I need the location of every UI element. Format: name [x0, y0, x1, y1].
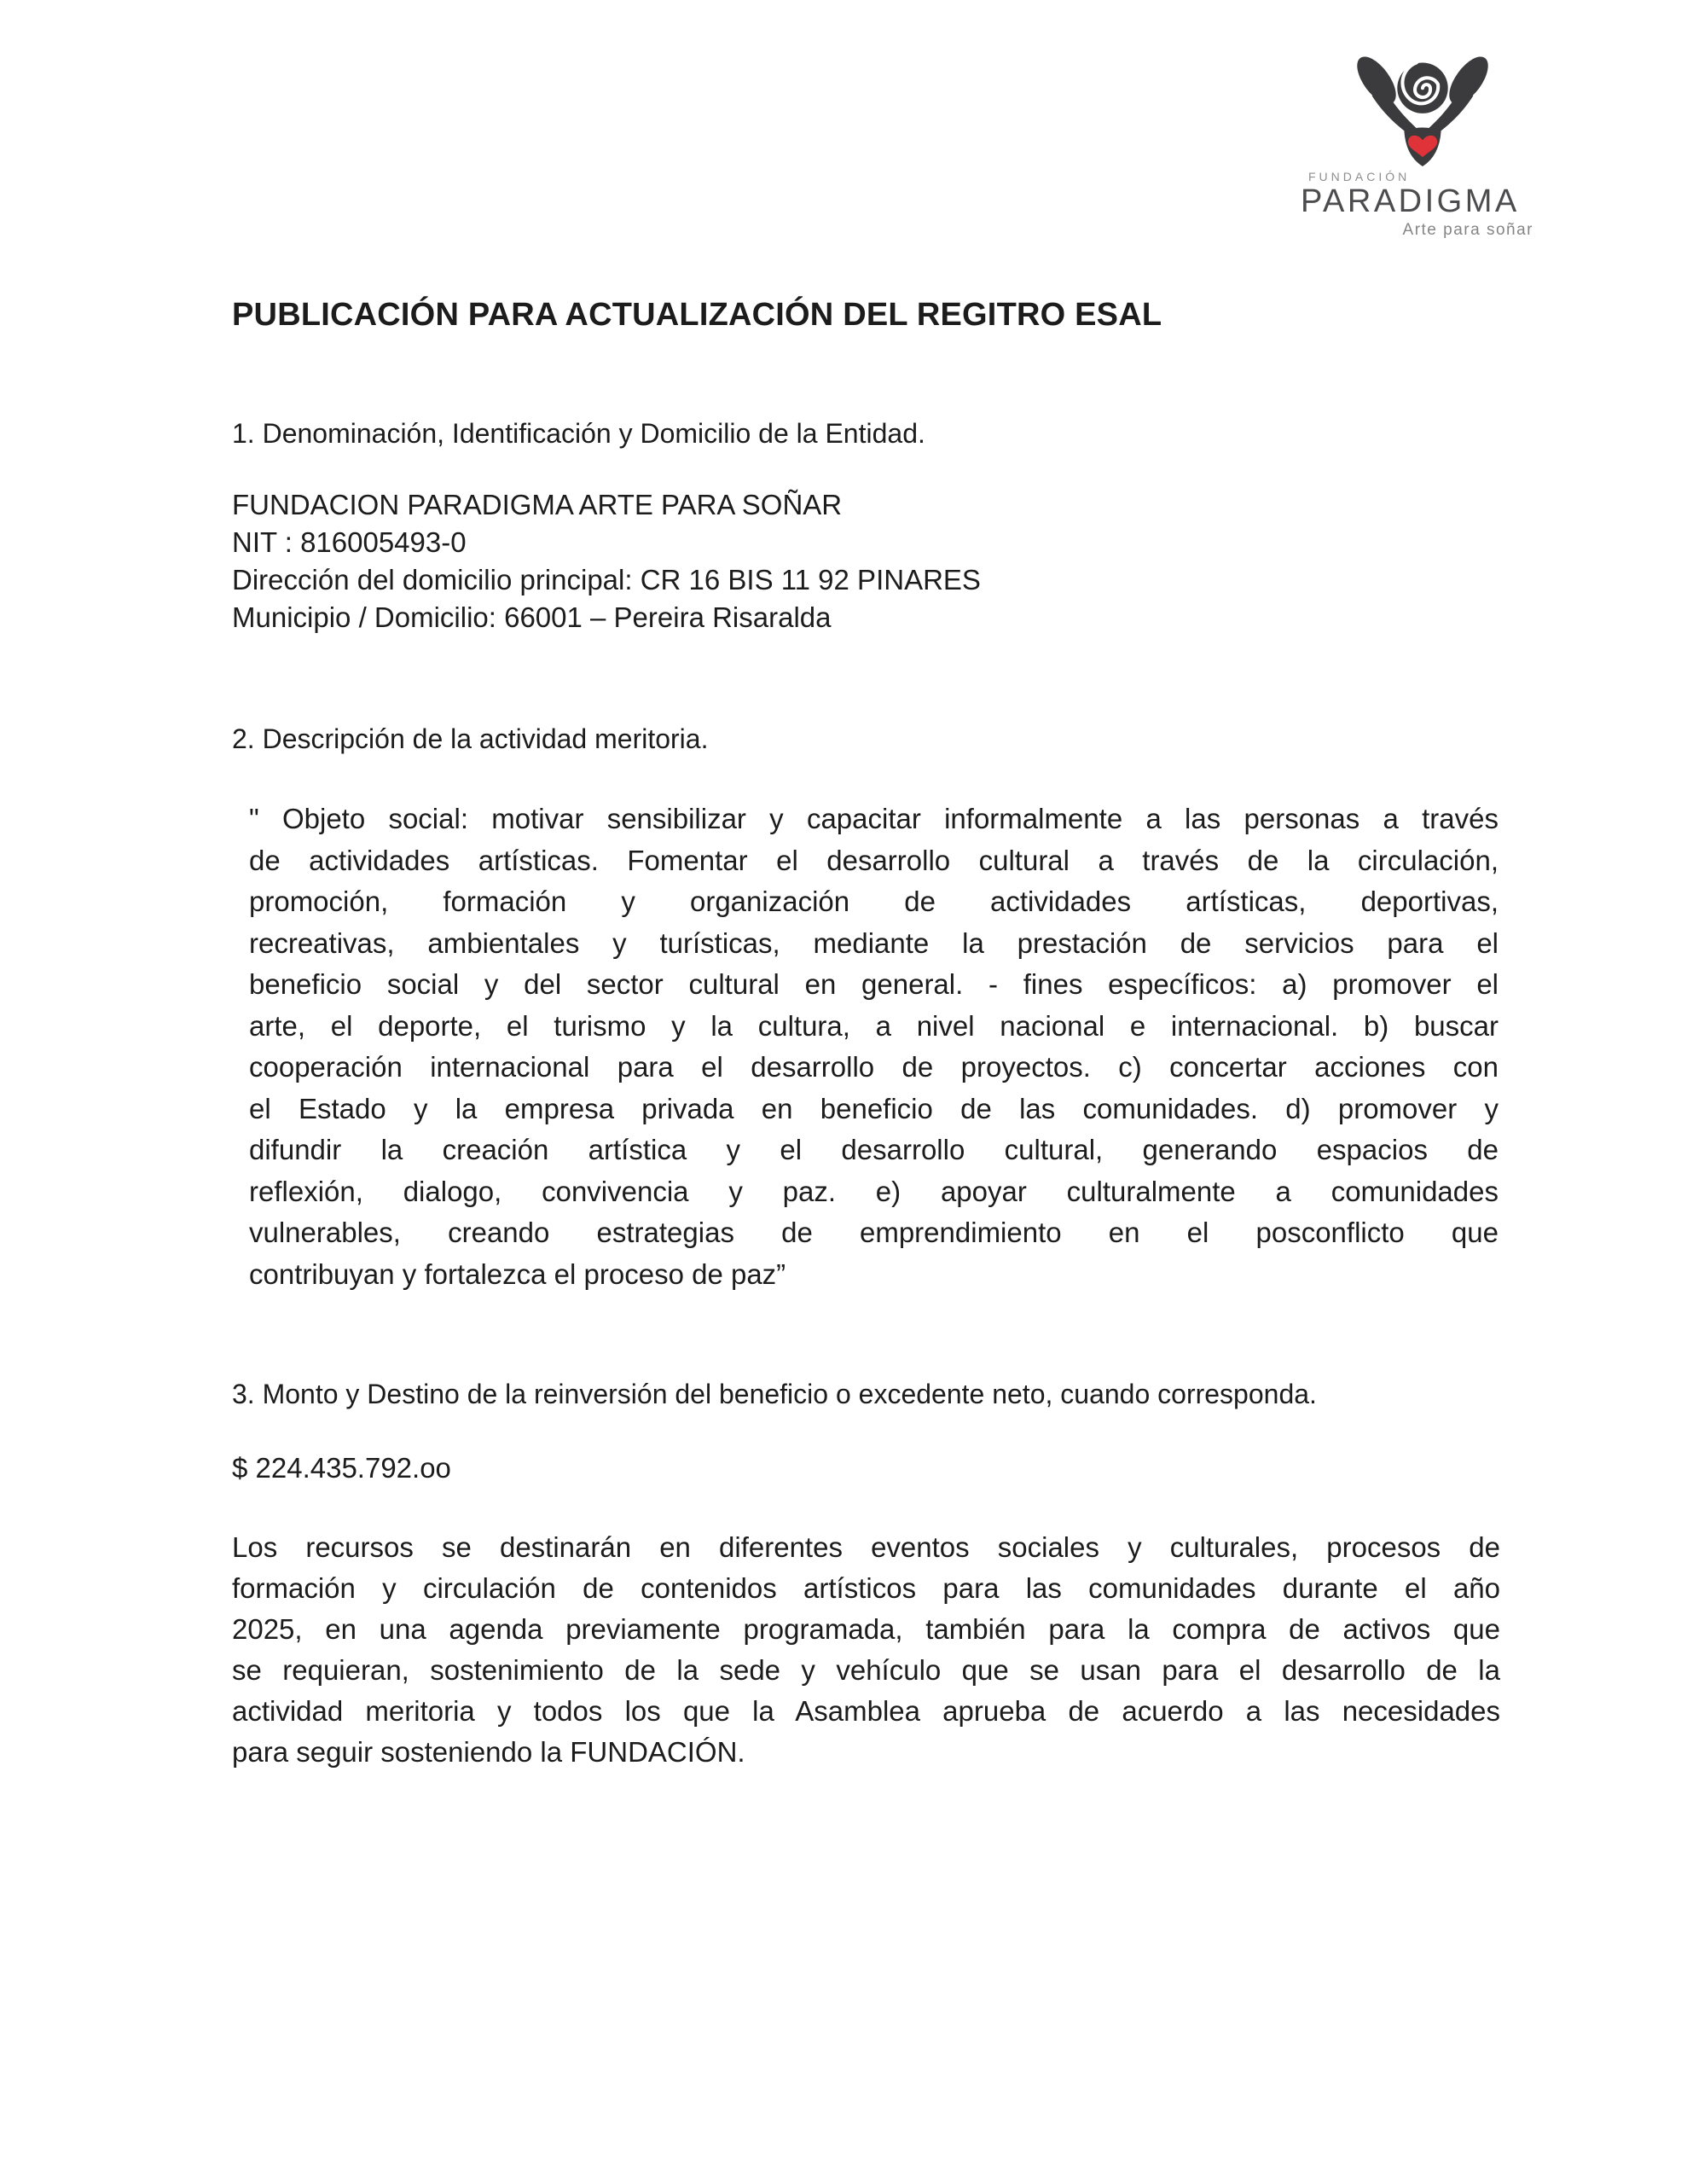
section1-heading: 1. Denominación, Identificación y Domicilio de la Entidad. [232, 418, 925, 449]
text-line: difundir la creación artística y el desarrollo cultural, generando espacios de [249, 1134, 1499, 1165]
text-line: 2025, en una agenda previamente programada, también para la compra de activos que [232, 1613, 1500, 1645]
text-line: vulnerables, creando estrategias de emprendimiento en el posconflicto que [249, 1217, 1499, 1248]
logo [1300, 51, 1533, 240]
logo-org-small: FUNDACIÓN [1308, 170, 1411, 183]
section2-heading: 2. Descripción de la actividad meritoria. [232, 723, 709, 754]
text-line: NIT : 816005493-0 [232, 526, 467, 558]
document-title: PUBLICACIÓN PARA ACTUALIZACIÓN DEL REGITRO ESAL [232, 297, 1162, 333]
text-line: FUNDACION PARADIGMA ARTE PARA SOÑAR [232, 489, 843, 520]
text-line: promoción, formación y organización de actividades artísticas, deportivas, [249, 886, 1499, 917]
logo-tagline: Arte para soñar [1402, 221, 1533, 239]
text-line: recreativas, ambientales y turísticas, mediante la prestación de servicios para el [249, 926, 1499, 959]
text-line: Dirección del domicilio principal: CR 16 BIS 11 92 PINARES [232, 564, 981, 595]
text-line: cooperación internacional para el desarrollo de proyectos. c) concertar acciones con [249, 1051, 1499, 1083]
text-line: reflexión, dialogo, convivencia y paz. e) apoyar culturalmente a comunidades [249, 1175, 1499, 1207]
section3-heading: 3. Monto y Destino de la reinversión del beneficio o excedente neto, cuando corresponda. [232, 1379, 1317, 1409]
reinvestment-amount: $ 224.435.792.oo [232, 1452, 451, 1484]
text-line: el Estado y la empresa privada en beneficio de las comunidades. d) promover y [249, 1092, 1499, 1124]
text-line: formación y circulación de contenidos artísticos para las comunidades durante el año [232, 1572, 1500, 1604]
text-line: de actividades artísticas. Fomentar el desarrollo cultural a través de la circulación, [249, 844, 1499, 876]
text-line: actividad meritoria y todos los que la Asamblea aprueba de acuerdo a las necesidades [232, 1695, 1500, 1727]
text-line: Los recursos se destinarán en diferentes eventos sociales y culturales, procesos de [232, 1531, 1500, 1563]
paradigma-logo-mark-icon [1346, 51, 1499, 166]
funds-destination-paragraph [232, 1527, 1500, 1773]
text-line: " Objeto social: motivar sensibilizar y capacitar informalmente a las personas a través [249, 803, 1499, 834]
text-line: para seguir sosteniendo la FUNDACIÓN. [232, 1736, 745, 1768]
text-line: contribuyan y fortalezca el proceso de paz” [249, 1258, 786, 1290]
text-line: Municipio / Domicilio: 66001 – Pereira Risaralda [232, 601, 832, 633]
text-line: beneficio social y del sector cultural en general. - fines específicos: a) promover el [249, 968, 1499, 1000]
logo-org-name: PARADIGMA [1301, 183, 1520, 219]
text-line: se requieran, sostenimiento de la sede y vehículo que se usan para el desarrollo de la [232, 1654, 1500, 1686]
entity-details [232, 486, 1503, 636]
text-line: arte, el deporte, el turismo y la cultura, a nivel nacional e internacional. b) buscar [249, 1009, 1499, 1042]
objeto-social-quote [249, 799, 1499, 1295]
